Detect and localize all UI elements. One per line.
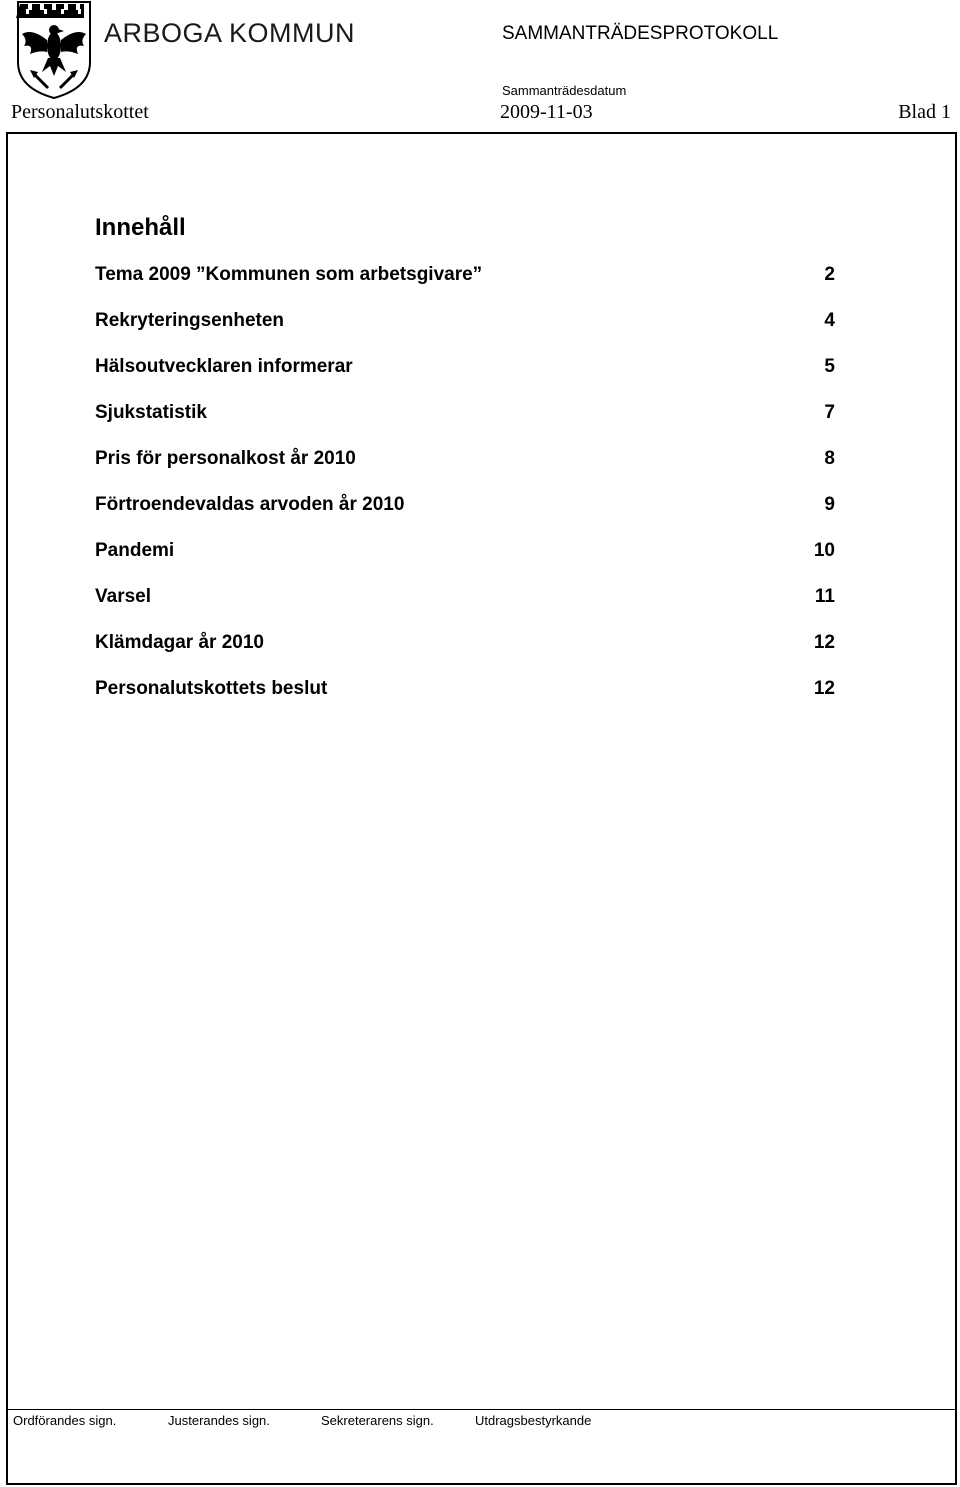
toc-heading: Innehåll — [95, 214, 186, 241]
toc-entry-title: Sjukstatistik — [95, 402, 207, 423]
toc-entry-page: 8 — [824, 448, 835, 469]
toc-entry-page: 4 — [824, 310, 835, 331]
toc-entry — [95, 678, 840, 724]
secretary-signature-label: Sekreterarens sign. — [321, 1413, 434, 1428]
table-of-contents — [95, 264, 840, 724]
toc-entry-title: Hälsoutvecklaren informerar — [95, 356, 353, 377]
logo-wordmark: ARBOGA KOMMUN — [104, 18, 356, 48]
toc-entry — [95, 448, 840, 494]
toc-entry — [95, 356, 840, 402]
signature-divider — [6, 1409, 957, 1410]
toc-entry — [95, 586, 840, 632]
extract-certification-label: Utdragsbestyrkande — [475, 1413, 592, 1428]
toc-entry-title: Tema 2009 ”Kommunen som arbetsgivare” — [95, 264, 483, 285]
adjuster-signature-label: Justerandes sign. — [168, 1413, 270, 1428]
toc-entry-page: 7 — [824, 402, 835, 423]
chair-signature-label: Ordförandes sign. — [13, 1413, 117, 1428]
toc-entry-page: 2 — [824, 264, 835, 285]
toc-entry-title: Pandemi — [95, 540, 175, 561]
committee-name: Personalutskottet — [11, 101, 149, 123]
toc-entry-title: Personalutskottets beslut — [95, 678, 328, 699]
toc-entry-page: 9 — [824, 494, 835, 515]
toc-entry-title: Förtroendevaldas arvoden år 2010 — [95, 494, 405, 515]
toc-entry — [95, 310, 840, 356]
toc-entry-title: Rekryteringsenheten — [95, 310, 285, 331]
toc-entry-page: 5 — [824, 356, 835, 377]
toc-entry — [95, 632, 840, 678]
meeting-date-label: Sammanträdesdatum — [502, 83, 627, 98]
sheet-number: Blad 1 — [898, 101, 951, 123]
toc-entry — [95, 402, 840, 448]
toc-entry-page: 10 — [813, 540, 835, 561]
meeting-date: 2009-11-03 — [500, 101, 593, 123]
toc-entry — [95, 494, 840, 540]
toc-entry-page: 12 — [813, 632, 835, 653]
toc-entry-title: Klämdagar år 2010 — [95, 632, 264, 653]
toc-entry-page: 12 — [813, 678, 835, 699]
toc-entry-page: 11 — [814, 586, 835, 607]
toc-entry-title: Pris för personalkost år 2010 — [95, 448, 356, 469]
toc-entry — [95, 264, 840, 310]
toc-entry-title: Varsel — [95, 586, 151, 607]
toc-entry — [95, 540, 840, 586]
coat-of-arms-logo — [14, 0, 94, 100]
document-type: SAMMANTRÄDESPROTOKOLL — [502, 23, 779, 44]
